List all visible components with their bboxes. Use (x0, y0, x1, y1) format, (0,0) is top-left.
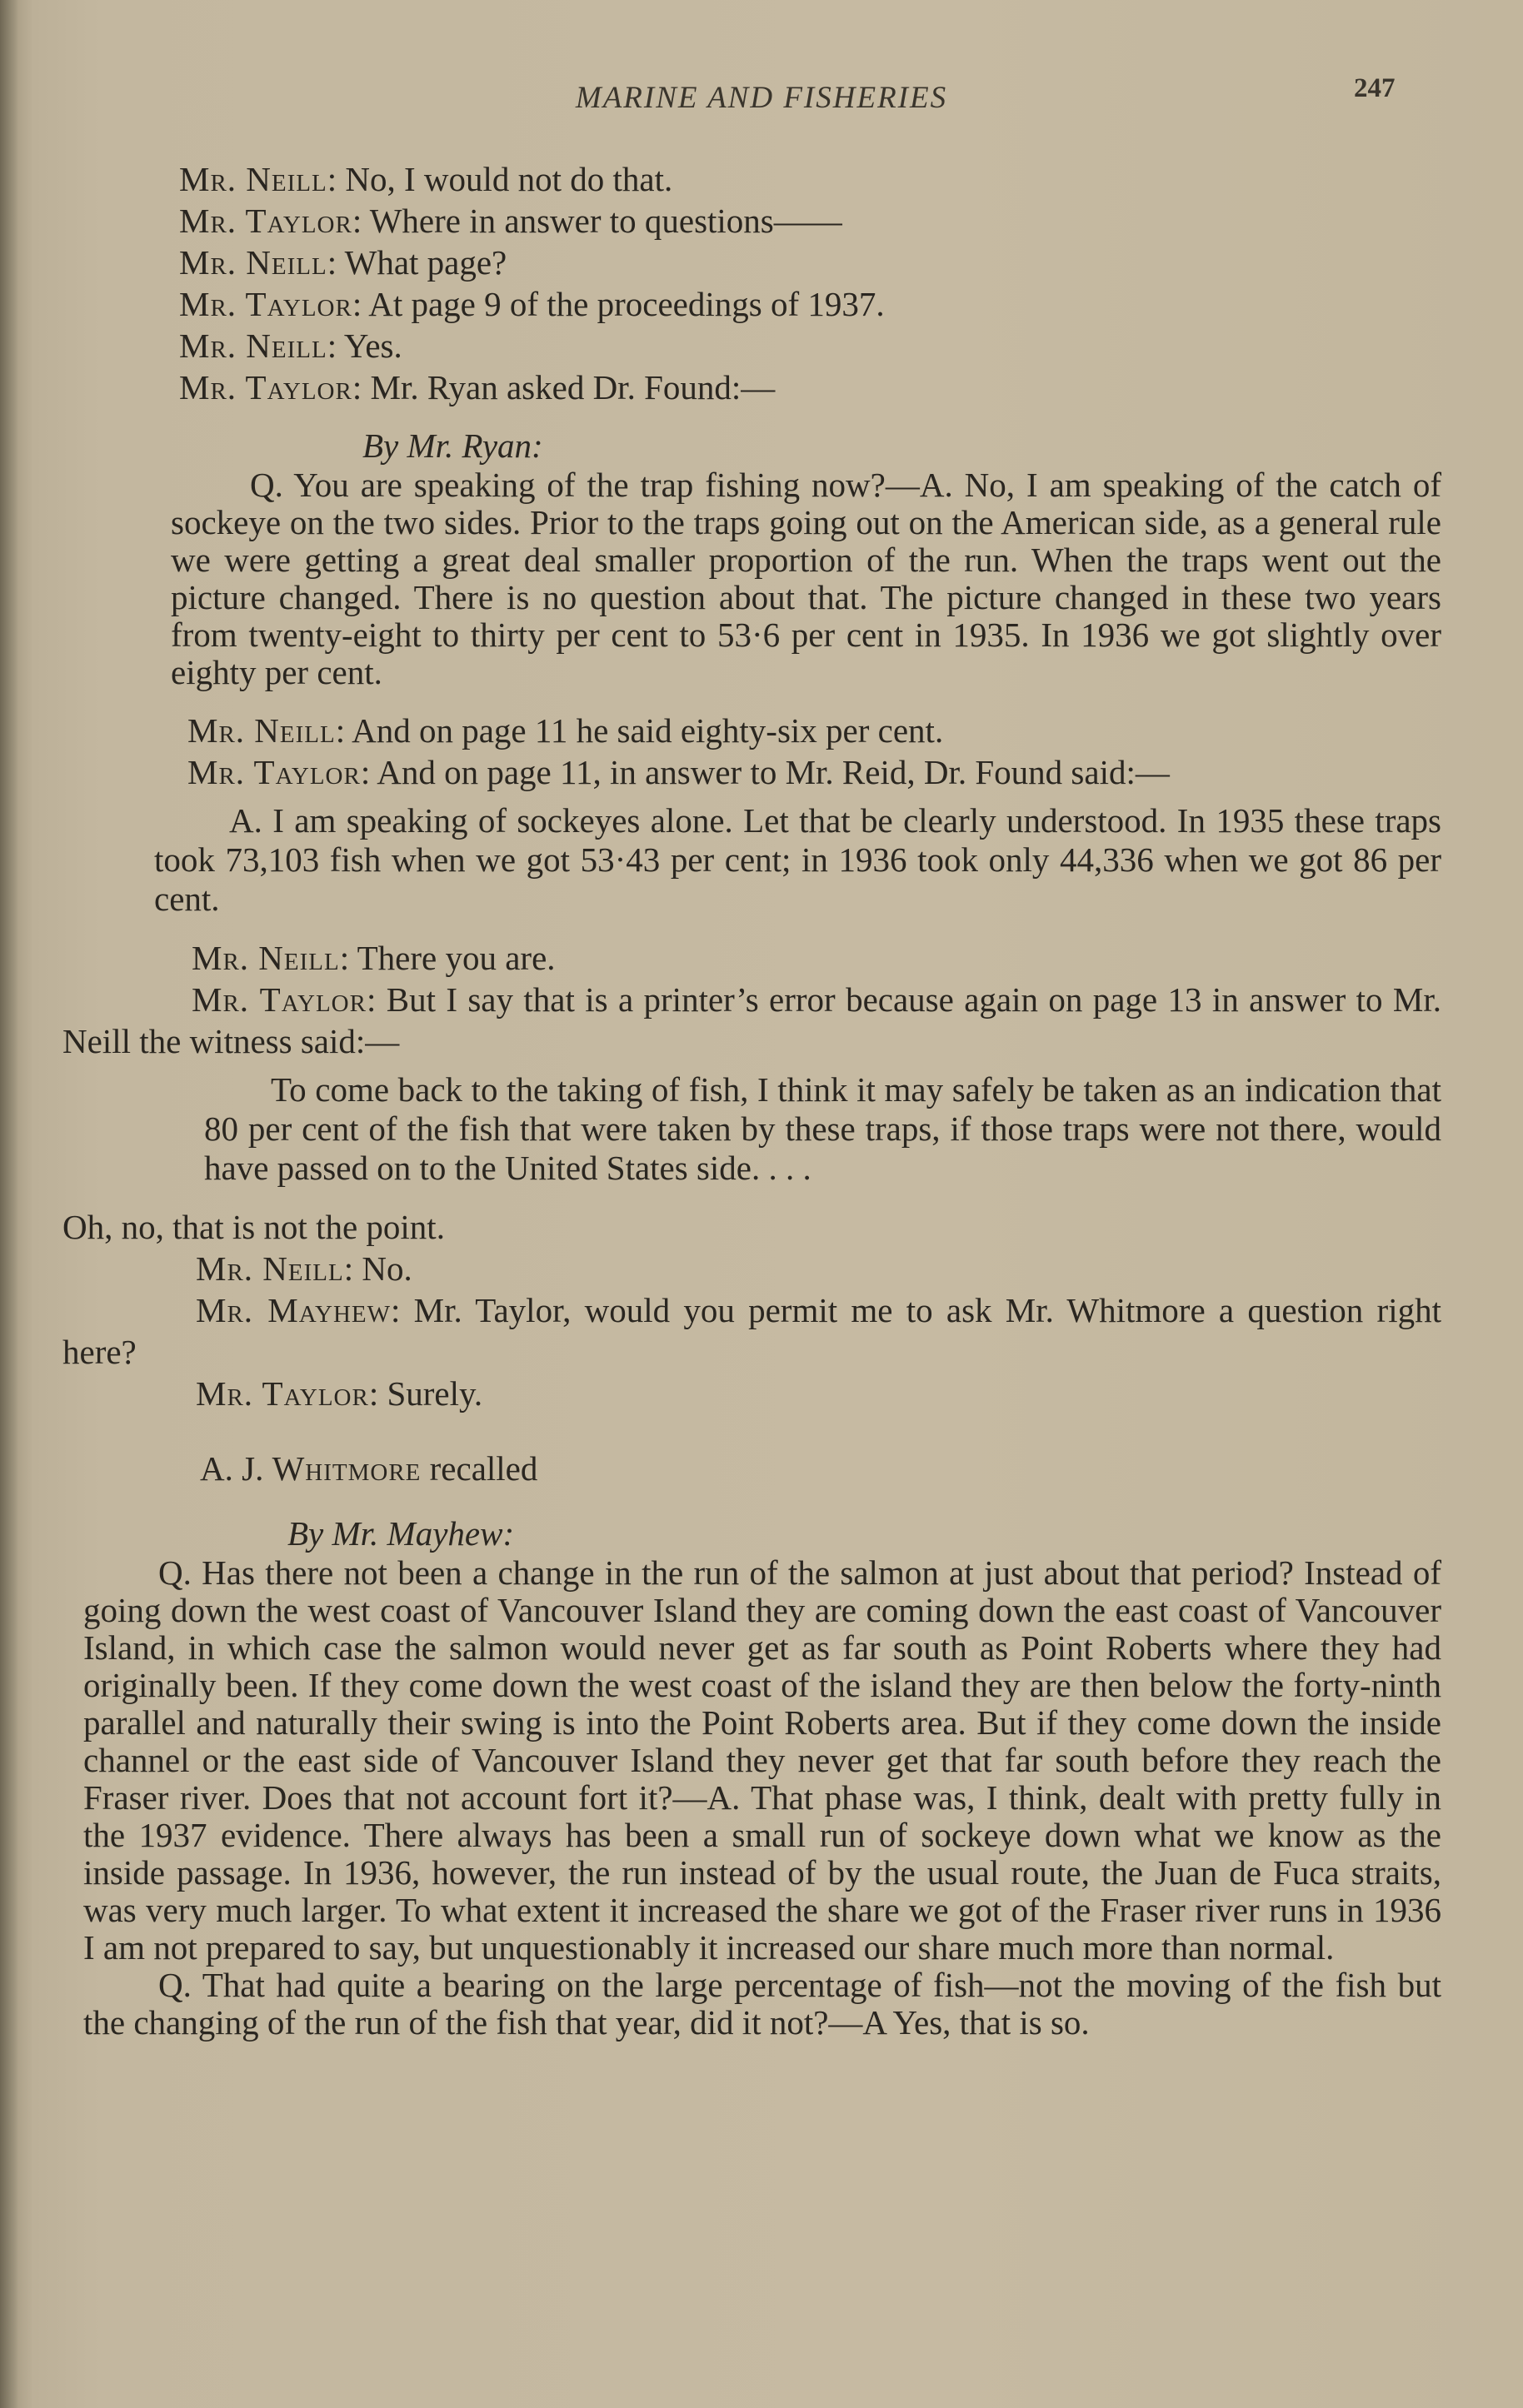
dialogue-line (62, 325, 1441, 366)
dialogue-line (62, 366, 1441, 408)
dialogue-text: : What page? (327, 243, 507, 282)
speaker-name: Mr. Taylor (187, 753, 361, 791)
dialogue-line (62, 979, 1441, 1062)
dialogue-text: : Yes. (327, 327, 402, 365)
dialogue-line (62, 200, 1441, 242)
page-body (62, 158, 1441, 2042)
question-answer-paragraph: Q. You are speaking of the trap fishing now?—A. No, I am speaking of the catch of sockeye on the two sides. Prior to the traps going out on the American side, as a general rule we were getting a great deal smaller proportion of the run. When the traps went out the picture changed. There is no question about that. The picture changed in these two years from twenty-eight to thirty per cent to 53·6 per cent in 1935. In 1936 we got slightly over eighty per cent. (171, 466, 1441, 691)
dialogue-text: : Where in answer to questions—— (352, 202, 842, 240)
dialogue-line (62, 1289, 1441, 1373)
dialogue-text: : And on page 11 he said eighty-six per cent. (335, 711, 944, 750)
running-head: MARINE AND FISHERIES (575, 81, 948, 115)
dialogue-text: : And on page 11, in answer to Mr. Reid, Dr. Found said:— (360, 753, 1170, 791)
recalled-suffix: recalled (421, 1449, 538, 1488)
dialogue-line (62, 283, 1441, 325)
speaker-name: Mr. Taylor (179, 202, 352, 240)
dialogue-line (62, 751, 1441, 793)
examiner-heading: By Mr. Mayhew: (287, 1514, 515, 1553)
dialogue-line (62, 710, 1441, 751)
recalled-prefix: A. J. (200, 1449, 272, 1488)
question-answer-paragraph: Q. That had quite a bearing on the large percentage of fish—not the moving of the fish but the changing of the run of the fish that year, did it not?—A Yes, that is so. (83, 1966, 1441, 2042)
speaker-name: Mr. Neill (196, 1249, 344, 1288)
dialogue-text: : No. (343, 1249, 412, 1288)
examiner-heading: By Mr. Ryan: (362, 426, 543, 465)
dialogue-line (62, 158, 1441, 200)
narrative-line: Oh, no, that is not the point. (62, 1208, 445, 1246)
speaker-name: Mr. Mayhew (196, 1291, 392, 1329)
speaker-name: Mr. Neill (179, 327, 327, 365)
quoted-testimony: A. I am speaking of sockeyes alone. Let that be clearly understood. In 1935 these traps took 73,103 fish when we got 53·43 per cent; in 1936 took only 44,336 when we got 86 per cent. (154, 801, 1441, 918)
dialogue-line (62, 937, 1441, 979)
page-gutter-shadow (0, 0, 18, 2408)
dialogue-text: : But I say that is a printer’s error because again on page 13 in answer to Mr. Neill the witness said:— (62, 980, 1441, 1060)
speaker-name: Mr. Taylor (179, 368, 352, 406)
dialogue-line (62, 1248, 1441, 1289)
speaker-name: Mr. Taylor (192, 980, 367, 1019)
page-number: 247 (1354, 73, 1396, 103)
speaker-name: Mr. Taylor (196, 1374, 369, 1413)
question-answer-paragraph: Q. Has there not been a change in the run of the salmon at just about that period? Instead of going down the west coast of Vancouver Island they are coming down the east coast of Vancouver Island, in which case the salmon would never get as far south as Point Roberts where they had originally been. If they come down the west coast of the island they are then below the forty-ninth parallel and naturally their swing is into the Point Roberts area. But if they come down the inside channel or the east side of Vancouver Island they never get that far south before they reach the Fraser river. Does that not account fort it?—A. That phase was, I think, dealt with pretty fully in the 1937 evidence. There always has been a small run of sockeye down what we know as the inside passage. In 1936, however, the run instead of by the usual route, the Juan de Fuca straits, was very much larger. To what extent it increased the share we got of the Fraser river runs in 1936 I am not prepared to say, but unquestionably it increased our share much more than normal. (83, 1553, 1441, 1967)
dialogue-line (62, 1373, 1441, 1414)
quoted-testimony: To come back to the taking of fish, I think it may safely be taken as an indication that 80 per cent of the fish that were taken by these traps, if those traps were not there, would have passed on to the United States side. . . . (204, 1070, 1441, 1187)
dialogue-text: : At page 9 of the proceedings of 1937. (352, 285, 885, 323)
dialogue-text: : No, I would not do that. (327, 160, 673, 198)
speaker-name: Mr. Neill (187, 711, 336, 750)
speaker-name: Mr. Neill (179, 243, 327, 282)
dialogue-line (62, 242, 1441, 283)
speaker-name: Mr. Taylor (179, 285, 352, 323)
speaker-name: Mr. Neill (192, 939, 340, 977)
dialogue-text: : There you are. (339, 939, 556, 977)
speaker-name: Mr. Neill (179, 160, 327, 198)
dialogue-text: : Mr. Ryan asked Dr. Found:— (352, 368, 776, 406)
dialogue-text: : Surely. (368, 1374, 483, 1413)
dialogue-text: : Mr. Taylor, would you permit me to ask Mr. Whitmore a question right here? (62, 1291, 1441, 1371)
witness-recalled-heading (62, 1448, 1441, 1489)
witness-name: Whitmore (272, 1449, 422, 1488)
